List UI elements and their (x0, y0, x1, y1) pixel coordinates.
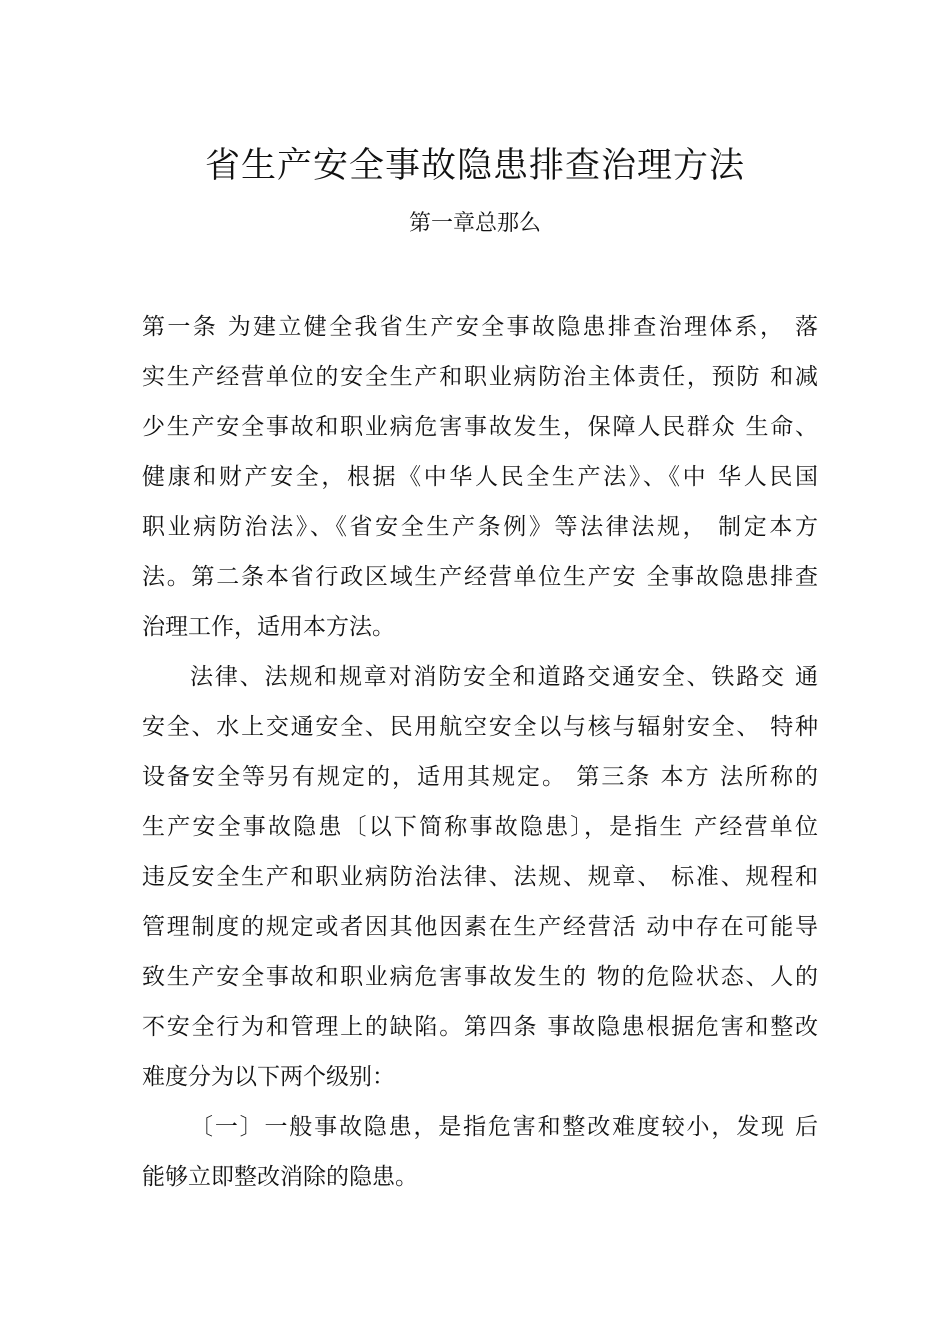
document-title: 省生产安全事故隐患排查治理方法 (204, 146, 745, 186)
text-line: 管理制度的规定或者因其他因素在生产经营活 动中存在可能导 (142, 914, 818, 940)
text-line: 能够立即整改消除的隐患。 (142, 1164, 418, 1190)
text-line: 实生产经营单位的安全生产和职业病防治主体责任，预防 和减 (142, 364, 818, 390)
chapter-heading: 第一章总那么 (408, 211, 541, 236)
text-line: 致生产安全事故和职业病危害事故发生的 物的危险状态、人的 (142, 964, 818, 990)
text-line: 健康和财产安全，根据《中华人民全生产法》、《中 华人民国 (142, 464, 818, 490)
text-line: 设备安全等另有规定的，适用其规定。 第三条 本方 法所称的 (142, 764, 818, 790)
text-line: 违反安全生产和职业病防治法律、法规、规章、 标准、规程和 (142, 864, 818, 890)
text-line: 安全、水上交通安全、民用航空安全以与核与辐射安全、 特种 (142, 714, 818, 740)
text-line: 法律、法规和规章对消防安全和道路交通安全、铁路交 通 (190, 664, 818, 690)
text-line: 难度分为以下两个级别： (142, 1064, 395, 1090)
text-line: 〔一〕一般事故隐患，是指危害和整改难度较小，发现 后 (190, 1114, 818, 1140)
text-line: 生产安全事故隐患〔以下简称事故隐患〕，是指生 产经营单位 (142, 814, 818, 840)
text-line: 职业病防治法》、《省安全生产条例》等法律法规， 制定本方 (142, 514, 818, 540)
text-line: 治理工作，适用本方法。 (142, 614, 395, 640)
text-line: 第一条 为建立健全我省生产安全事故隐患排查治理体系， 落 (142, 314, 818, 340)
text-line: 少生产安全事故和职业病危害事故发生，保障人民群众 生命、 (142, 414, 818, 440)
text-line: 法。第二条本省行政区域生产经营单位生产安 全事故隐患排查 (142, 564, 818, 590)
text-line: 不安全行为和管理上的缺陷。第四条 事故隐患根据危害和整改 (142, 1014, 818, 1040)
